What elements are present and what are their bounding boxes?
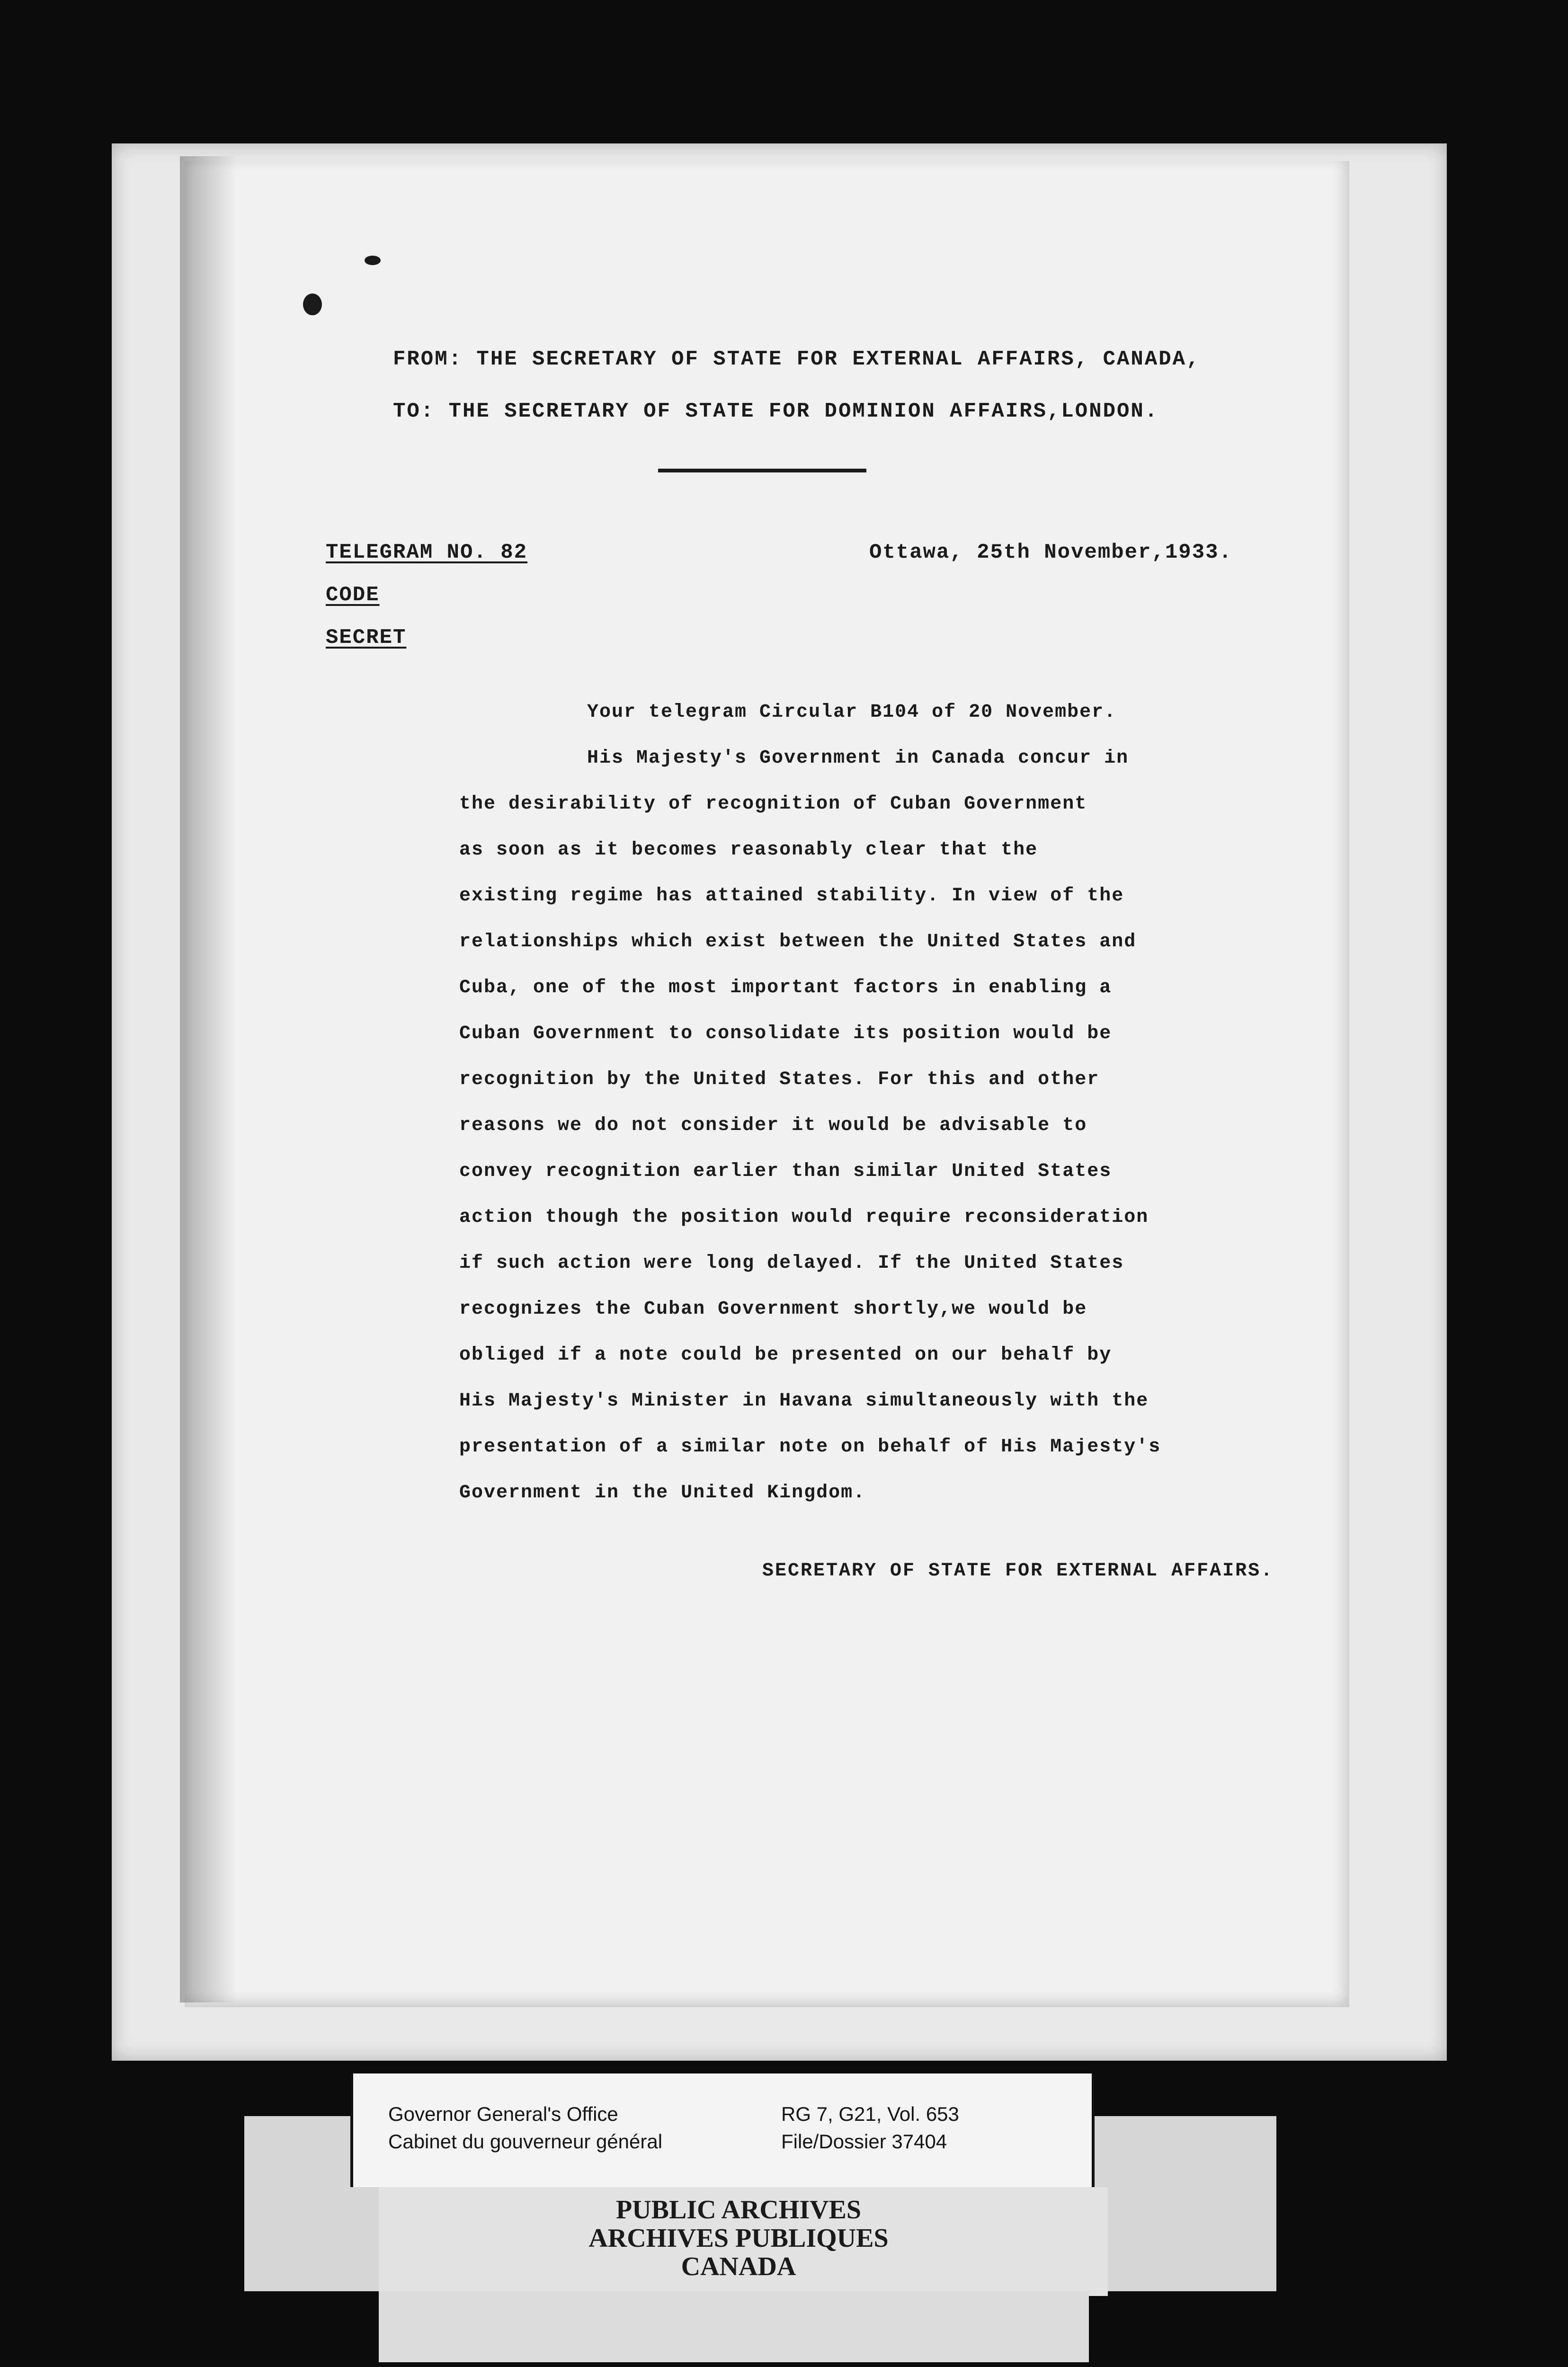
- body-line: action though the position would require reconsideration: [459, 1207, 1149, 1228]
- office-french: Cabinet du gouverneur général: [388, 2130, 663, 2153]
- secret-label: SECRET: [326, 626, 407, 650]
- body-line: if such action were long delayed. If the United States: [459, 1253, 1124, 1274]
- office-english: Governor General's Office: [388, 2103, 618, 2125]
- body-line: His Majesty's Government in Canada concur in: [587, 747, 1129, 769]
- body-line: presentation of a similar note on behalf of His Majesty's: [459, 1436, 1161, 1458]
- staple-hole-icon: [303, 294, 322, 315]
- to-line: TO: THE SECRETARY OF STATE FOR DOMINION AFFAIRS,LONDON.: [393, 400, 1159, 423]
- file-reference: File/Dossier 37404: [781, 2130, 947, 2153]
- archive-stamp-line: ARCHIVES PUBLIQUES: [588, 2224, 889, 2253]
- body-line: obliged if a note could be presented on our behalf by: [459, 1344, 1112, 1366]
- body-line: Your telegram Circular B104 of 20 November.: [587, 702, 1117, 723]
- page-curl-shadow: [180, 156, 237, 2002]
- body-line: Cuban Government to consolidate its position would be: [459, 1023, 1112, 1044]
- signature: SECRETARY OF STATE FOR EXTERNAL AFFAIRS.: [762, 1560, 1274, 1582]
- body-line: His Majesty's Minister in Havana simultaneously with the: [459, 1390, 1149, 1412]
- body-line: recognition by the United States. For this and other: [459, 1069, 1100, 1090]
- record-group-reference: RG 7, G21, Vol. 653: [781, 2103, 959, 2125]
- body-line: Government in the United Kingdom.: [459, 1482, 866, 1504]
- body-line: as soon as it becomes reasonably clear that the: [459, 839, 1038, 861]
- archive-stamp-line: PUBLIC ARCHIVES: [615, 2195, 862, 2225]
- telegram-number: TELEGRAM NO. 82: [326, 541, 528, 564]
- body-line: existing regime has attained stability. In view of the: [459, 885, 1124, 907]
- code-label: CODE: [326, 583, 380, 607]
- staple-mark-icon: [365, 256, 381, 265]
- header-rule: [658, 469, 866, 472]
- body-line: relationships which exist between the United States and: [459, 931, 1137, 952]
- body-line: convey recognition earlier than similar United States: [459, 1161, 1112, 1182]
- body-line: Cuba, one of the most important factors in enabling a: [459, 977, 1112, 998]
- archive-stamp-line: CANADA: [681, 2252, 796, 2281]
- body-line: recognizes the Cuban Government shortly,we would be: [459, 1299, 1087, 1320]
- from-line: FROM: THE SECRETARY OF STATE FOR EXTERNAL AFFAIRS, CANADA,: [393, 347, 1201, 371]
- body-line: the desirability of recognition of Cuban Government: [459, 793, 1087, 815]
- dateline: Ottawa, 25th November,1933.: [869, 541, 1232, 564]
- body-line: reasons we do not consider it would be advisable to: [459, 1115, 1087, 1136]
- archive-label-foot: [379, 2291, 1089, 2362]
